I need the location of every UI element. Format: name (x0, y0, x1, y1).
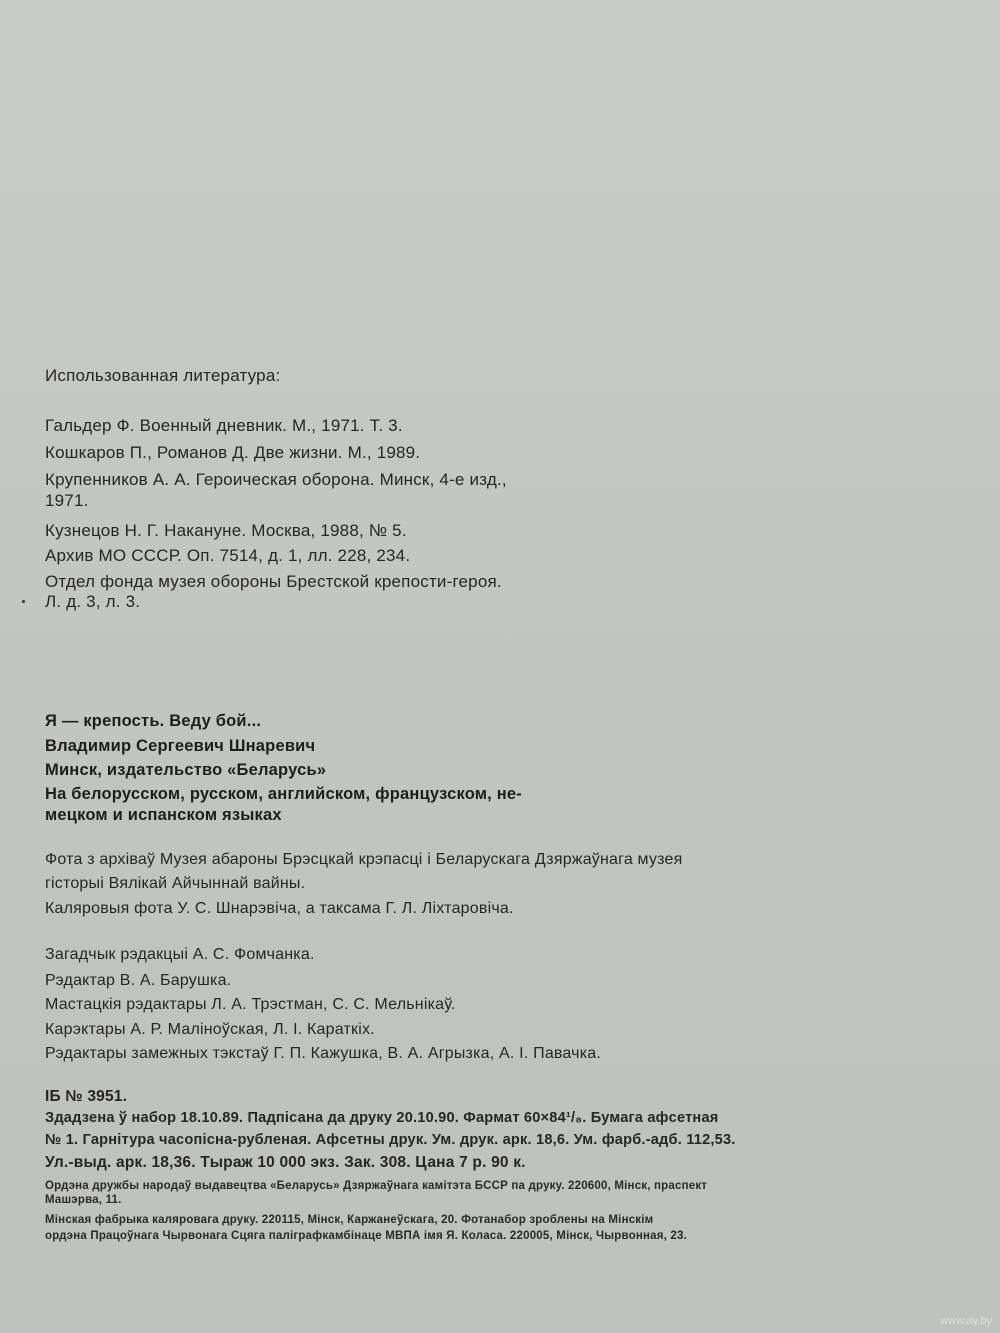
literature-item: Крупенников А. А. Героическая оборона. Минск, 4-е изд., (45, 470, 507, 489)
printer-line: Машэрва, 11. (45, 1194, 122, 1206)
literature-item: 1971. (45, 491, 89, 510)
editor-line: Мастацкія рэдактары Л. А. Трэстман, С. С. Мельнікаў. (45, 996, 456, 1013)
editor-line: Карэктары А. Р. Маліноўская, Л. І. Караткіх. (45, 1021, 375, 1038)
literature-heading: Использованная литература: (45, 366, 281, 385)
literature-item: Отдел фонда музея обороны Брестской крепости-героя. (45, 572, 502, 591)
editor-line: Рэдактары замежных тэкстаў Г. П. Кажушка, В. А. Агрызка, А. І. Павачка. (45, 1045, 602, 1062)
imprint-line: Здадзена ў набор 18.10.89. Падпісана да друку 20.10.90. Фармат 60×84¹/₈. Бумага афсетная (45, 1110, 719, 1126)
site-watermark: www.ay.by (940, 1315, 992, 1327)
photo-credit: Фота з архіваў Музея абароны Брэсцкай крэпасці і Беларускага Дзяржаўнага музея (45, 851, 683, 868)
literature-item: Кошкаров П., Романов Д. Две жизни. М., 1989. (45, 443, 421, 462)
photo-credit: Каляровыя фота У. С. Шнарэвіча, а таксама Г. Л. Ліхтаровіча. (45, 900, 514, 917)
book-author: Владимир Сергеевич Шнаревич (45, 737, 316, 755)
literature-item: Гальдер Ф. Военный дневник. М., 1971. Т. 3. (45, 416, 403, 435)
imprint-line: № 1. Гарнітура часопісна-рубленая. Афсетны друк. Ум. друк. арк. 18,6. Ум. фарб.-адб. 112,53. (45, 1132, 736, 1148)
book-title: Я — крепость. Веду бой... (45, 712, 262, 730)
editor-line: Загадчык рэдакцыі А. С. Фомчанка. (45, 946, 315, 963)
literature-item: Архив МО СССР. Оп. 7514, д. 1, лл. 228, 234. (45, 546, 411, 565)
literature-item: Л. д. 3, л. 3. (45, 592, 141, 611)
literature-item: Кузнецов Н. Г. Накануне. Москва, 1988, № 5. (45, 521, 407, 540)
imprint-line: ІБ № 3951. (45, 1088, 128, 1105)
book-languages: На белорусском, русском, английском, французском, не- (45, 785, 522, 803)
book-publisher: Минск, издательство «Беларусь» (45, 761, 327, 779)
printer-line: ордэна Працоўнага Чырвонага Сцяга паліграфкамбінаце МВПА імя Я. Коласа. 220005, Мінск, Чырвонная, 23. (45, 1230, 687, 1242)
printer-line: Мінская фабрыка каляровага друку. 220115, Мінск, Каржанеўскага, 20. Фотанабор зроблены на Мінскім (45, 1214, 654, 1226)
book-languages-cont: мецком и испанском языках (45, 806, 282, 824)
imprint-line: Ул.-выд. арк. 18,36. Тыраж 10 000 экз. Зак. 308. Цана 7 р. 90 к. (45, 1154, 526, 1171)
printer-line: Ордэна дружбы народаў выдавецтва «Беларусь» Дзяржаўнага камітэта БССР па друку. 220600, Мінск, праспект (45, 1180, 708, 1192)
photo-credit: гісторыі Вялікай Айчыннай вайны. (45, 875, 306, 892)
editor-line: Рэдактар В. А. Барушка. (45, 972, 232, 989)
ink-speck (22, 600, 25, 603)
